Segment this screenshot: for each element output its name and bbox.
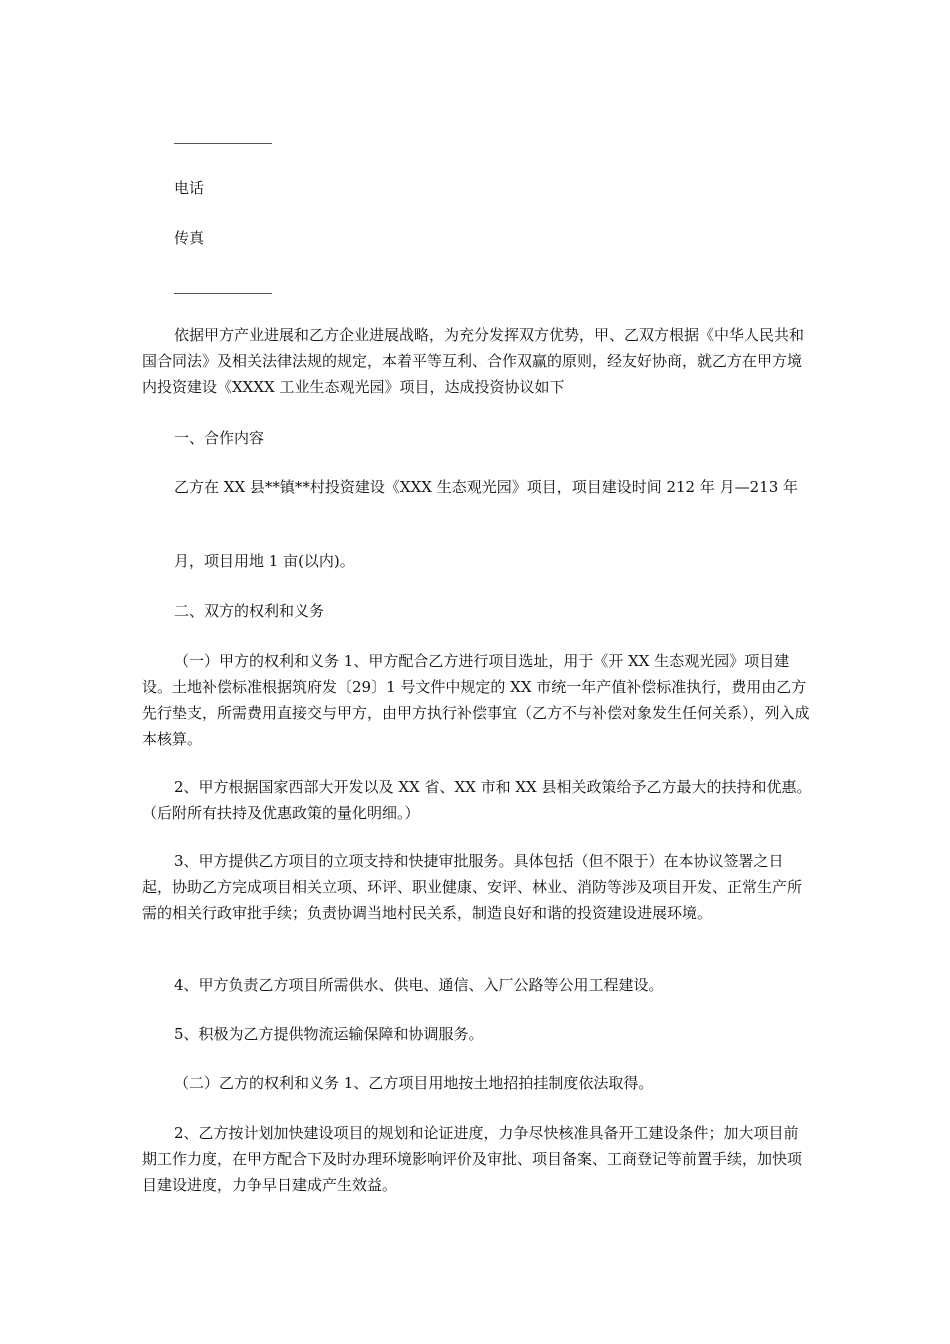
- party-a-rights-paragraph: （一）甲方的权利和义务 1、甲方配合乙方进行项目选址，用于《开 XX 生态观光园》项目建设。土地补偿标准根据筑府发〔29〕1 号文件中规定的 XX 市统一年产值补偿标准执行，费用由乙方先行垫支，所需费用直接交与甲方，由甲方执行补偿事宜（乙方不与补偿对象发生任何关系），列入成本核算。: [142, 652, 810, 748]
- party-b-rights-paragraph: （二）乙方的权利和义务 1、乙方项目用地按土地招拍挂制度依法取得。: [174, 1074, 654, 1092]
- cooperation-paragraph: 乙方在 XX 县**镇**村投资建设《XXX 生态观光园》项目，项目建设时间 212 年 月—213 年: [174, 478, 799, 496]
- party-a-item-2: 2、甲方根据国家西部大开发以及 XX 省、XX 市和 XX 县相关政策给予乙方最大的扶持和优惠。（后附所有扶持及优惠政策的量化明细。）: [142, 778, 812, 822]
- party-a-item-4: 4、甲方负责乙方项目所需供水、供电、通信、入厂公路等公用工程建设。: [174, 976, 664, 994]
- signature-line-top: [174, 143, 272, 144]
- cooperation-paragraph-cont: 月，项目用地 1 亩(以内)。: [174, 552, 355, 570]
- signature-line-bottom: [174, 293, 272, 294]
- phone-label: 电话: [174, 179, 205, 197]
- party-a-item-5: 5、积极为乙方提供物流运输保障和协调服务。: [174, 1025, 484, 1043]
- fax-label: 传真: [174, 229, 205, 247]
- section-heading-cooperation: 一、合作内容: [174, 429, 265, 447]
- section-heading-rights: 二、双方的权利和义务: [174, 602, 325, 620]
- preamble-paragraph: 依据甲方产业进展和乙方企业进展战略，为充分发挥双方优势，甲、乙双方根据《中华人民共和国合同法》及相关法律法规的规定，本着平等互利、合作双赢的原则，经友好协商，就乙方在甲方境内投资建设《XXXX 工业生态观光园》项目，达成投资协议如下: [142, 326, 805, 396]
- party-b-item-2: 2、乙方按计划加快建设项目的规划和论证进度，力争尽快核准具备开工建设条件；加大项目前期工作力度，在甲方配合下及时办理环境影响评价及审批、项目备案、工商登记等前置手续，加快项目建设进度，力争早日建成产生效益。: [142, 1124, 803, 1194]
- party-a-item-3: 3、甲方提供乙方项目的立项支持和快捷审批服务。具体包括（但不限于）在本协议签署之日起，协助乙方完成项目相关立项、环评、职业健康、安评、林业、消防等涉及项目开发、正常生产所需的相关行政审批手续；负责协调当地村民关系，制造良好和谐的投资建设进展环境。: [142, 852, 803, 922]
